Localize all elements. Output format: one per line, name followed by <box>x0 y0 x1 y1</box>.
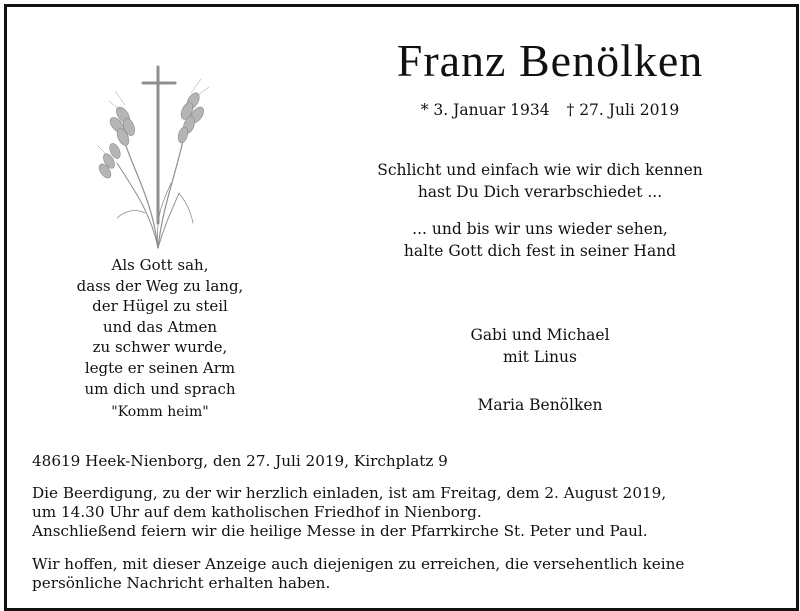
closing-line: Wir hoffen, mit dieser Anzeige auch diejenigen zu erreichen, die versehentlich keine <box>32 555 685 573</box>
verse-line: Schlicht und einfach wie wir dich kennen <box>377 161 703 179</box>
mourners-group-1 <box>430 324 650 368</box>
birth-date: * 3. Januar 1934 <box>420 101 550 119</box>
closing-line: persönliche Nachricht erhalten haben. <box>32 574 331 592</box>
poem-line: zu schwer wurde, <box>92 338 228 357</box>
poem-line: der Hügel zu steil <box>92 297 228 316</box>
funeral-info <box>32 484 777 541</box>
poem-line: legte er seinen Arm <box>84 358 236 377</box>
poem-line: dass der Weg zu lang, <box>76 276 244 295</box>
death-date: † 27. Juli 2019 <box>566 101 680 119</box>
poem-line: "Komm heim" <box>111 404 209 421</box>
verse-line: hast Du Dich verarbschiedet ... <box>417 183 663 201</box>
life-dates <box>340 101 760 119</box>
verse-block-2 <box>330 218 750 262</box>
mourners-group-2 <box>430 394 650 416</box>
closing-note <box>32 555 777 593</box>
deceased-name: Franz Benölken <box>396 35 704 86</box>
verse-line: ... und bis wir uns wieder sehen, <box>412 220 668 238</box>
verse-block-1 <box>330 159 750 203</box>
poem-line: und das Atmen <box>102 317 218 336</box>
funeral-line: Anschließend feiern wir die heilige Messe in der Pfarrkirche St. Peter und Paul. <box>32 522 648 540</box>
mourner-line: Gabi und Michael <box>470 326 610 344</box>
verse-line: halte Gott dich fest in seiner Hand <box>403 242 677 260</box>
funeral-line: um 14.30 Uhr auf dem katholischen Friedhof in Nienborg. <box>32 503 482 521</box>
cross-with-wheat-icon <box>95 63 225 258</box>
funeral-line: Die Beerdigung, zu der wir herzlich einladen, ist am Freitag, dem 2. August 2019, <box>32 484 667 502</box>
mourner-line: mit Linus <box>503 348 577 366</box>
mourner-line: Maria Benölken <box>477 396 603 414</box>
poem <box>40 255 280 423</box>
poem-line: um dich und sprach <box>84 379 236 398</box>
place-and-date: 48619 Heek-Nienborg, den 27. Juli 2019, Kirchplatz 9 <box>32 452 448 470</box>
poem-line: Als Gott sah, <box>111 256 209 274</box>
